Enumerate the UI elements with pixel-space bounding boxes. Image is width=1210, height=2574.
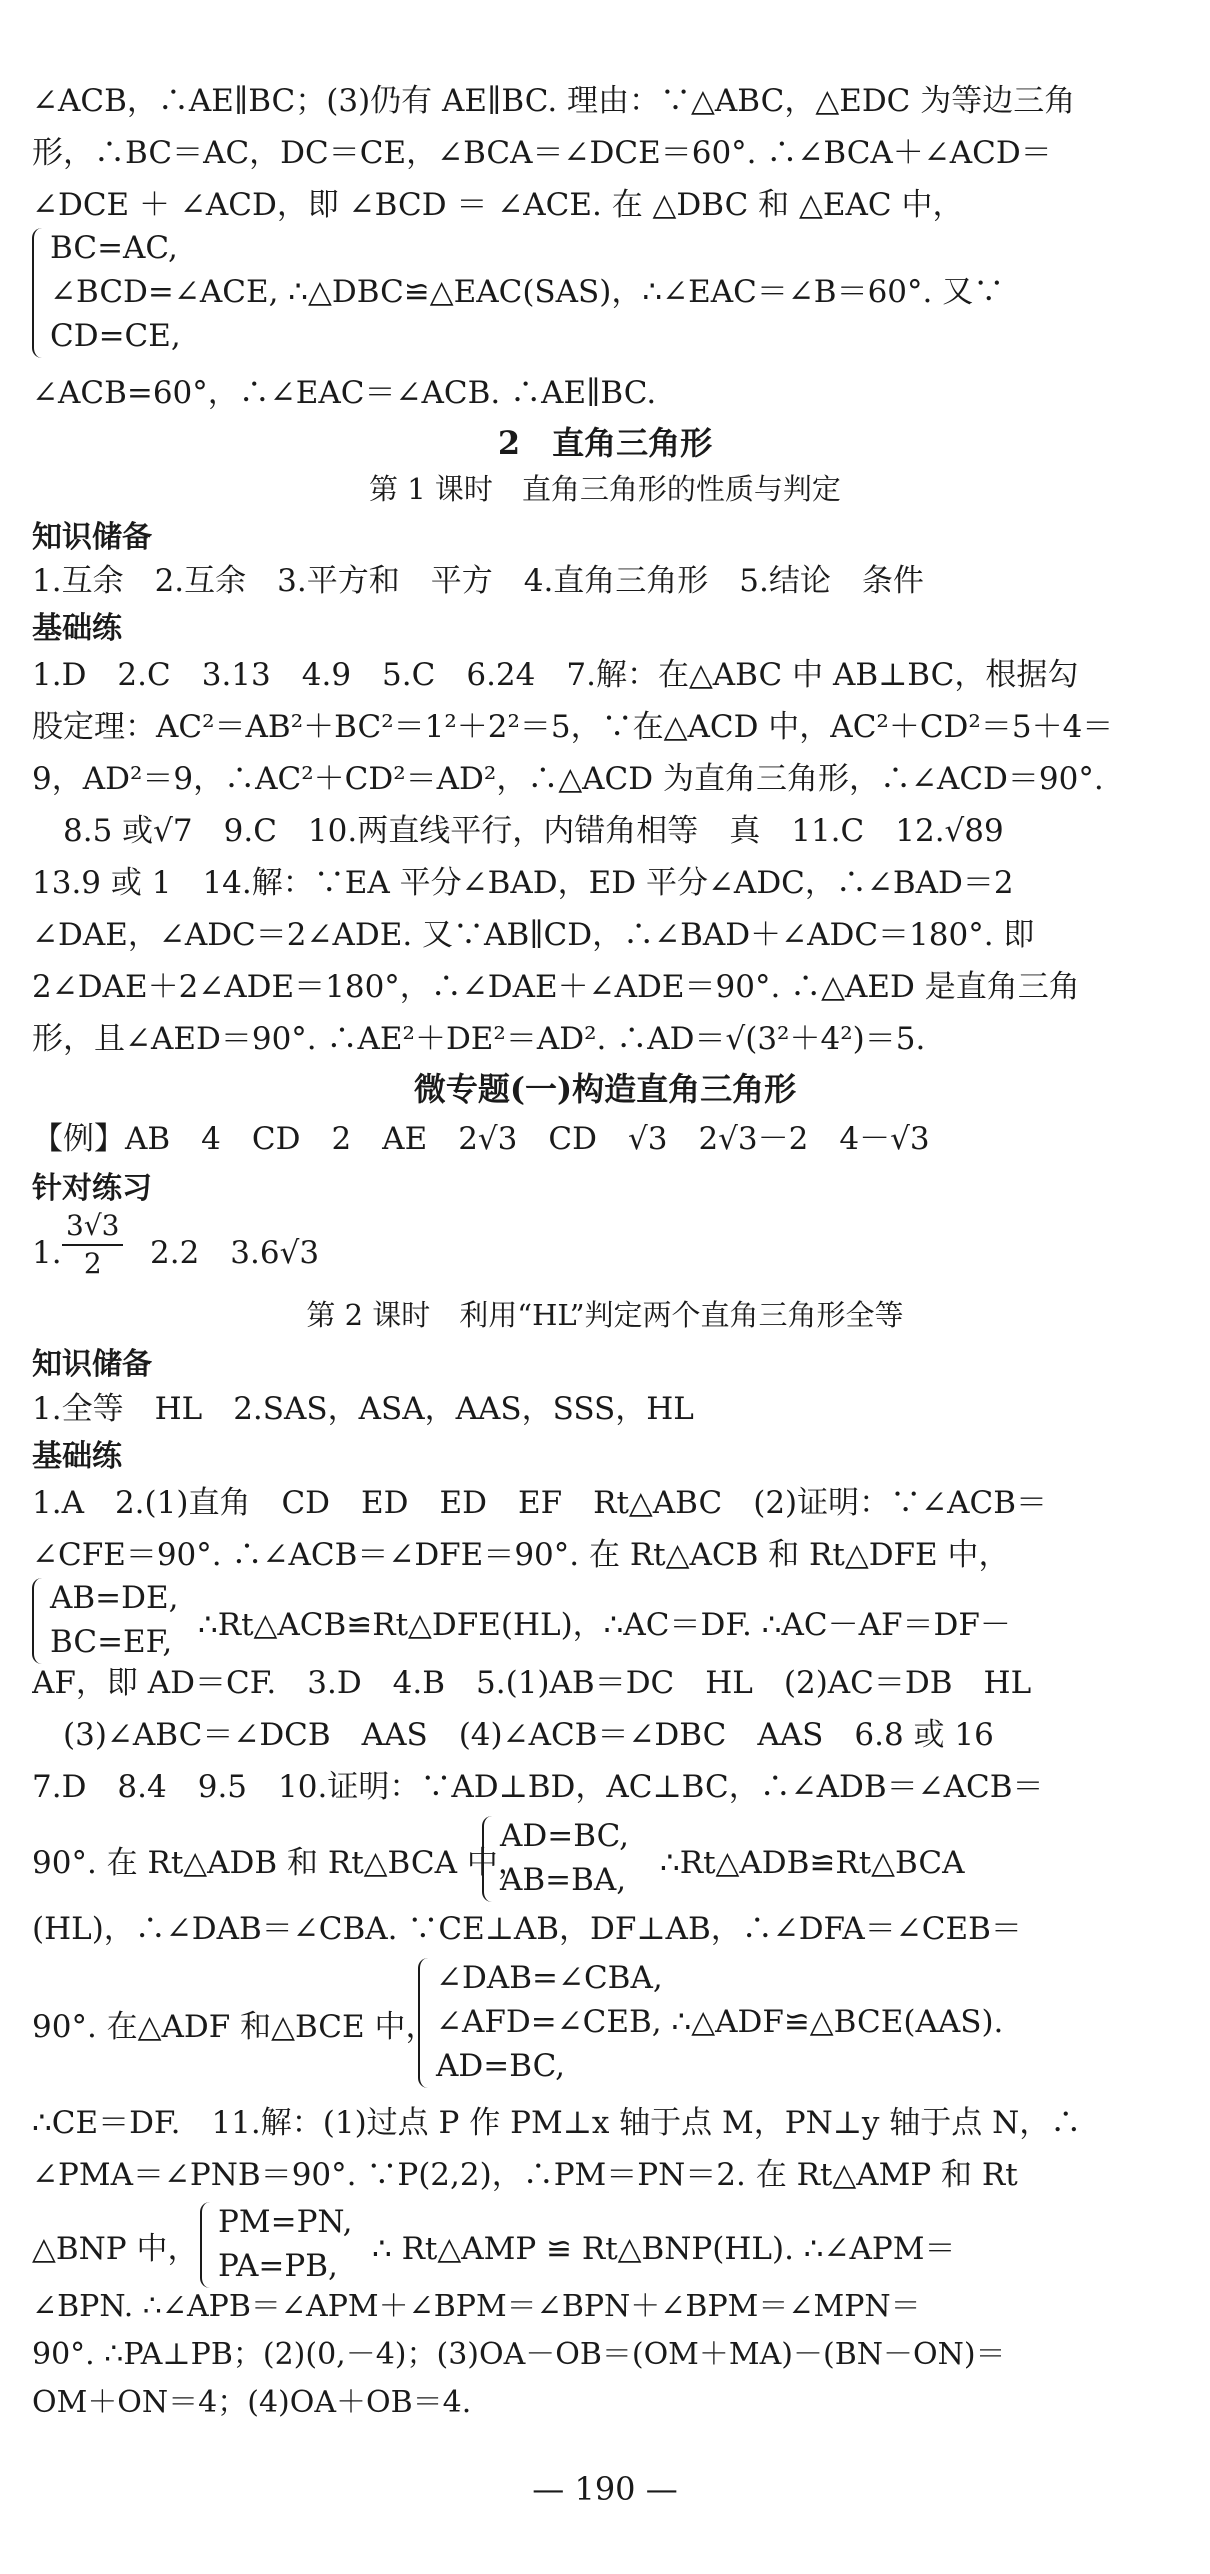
- text-line: 1.全等 HL 2.SAS，ASA，AAS，SSS，HL: [32, 1391, 694, 1427]
- lesson-title: 第 1 课时 直角三角形的性质与判定: [369, 472, 841, 506]
- text-line: ∴ Rt△AMP ≌ Rt△BNP(HL). ∴∠APM＝: [372, 2231, 956, 2267]
- fraction-numerator: 3√3: [62, 1208, 123, 1246]
- section-title: 2 直角三角形: [497, 424, 713, 462]
- text-line: 2.2 3.6√3: [150, 1235, 320, 1271]
- text-line: 1.: [32, 1235, 62, 1271]
- text-line: ∠BPN. ∴∠APB＝∠APM＋∠BPM＝∠BPN＋∠BPM＝∠MPN＝: [32, 2289, 921, 2324]
- text-line: ∴Rt△ACB≌Rt△DFE(HL)，∴AC＝DF. ∴AC－AF＝DF－: [198, 1607, 1011, 1643]
- section-heading: 知识储备: [32, 520, 152, 555]
- brace-line: AD=BC,: [436, 2048, 566, 2084]
- text-line: 7.D 8.4 9.5 10.证明：∵AD⊥BD，AC⊥BC，∴∠ADB＝∠ACB＝: [32, 1769, 1044, 1805]
- brace-line: AD=BC,: [500, 1818, 630, 1854]
- section-heading: 基础练: [32, 1439, 122, 1474]
- brace-mark: [482, 1816, 498, 1902]
- text-line: 90°. 在 Rt△ADB 和 Rt△BCA 中，: [32, 1845, 529, 1881]
- brace-line: PM=PN,: [218, 2204, 353, 2240]
- brace-mark: [32, 228, 48, 358]
- section-heading: 针对练习: [32, 1171, 152, 1206]
- text-line: 13.9 或 1 14.解：∵EA 平分∠BAD，ED 平分∠ADC，∴∠BAD＝2: [32, 865, 1014, 901]
- brace-line: PA=PB,: [218, 2248, 338, 2284]
- fraction-denominator: 2: [83, 1247, 102, 1280]
- text-line: 2∠DAE＋2∠ADE＝180°，∴∠DAE＋∠ADE＝90°. ∴△AED 是直角三角: [32, 969, 1080, 1005]
- text-line: 1.A 2.(1)直角 CD ED ED EF Rt△ABC (2)证明：∵∠ACB＝: [32, 1485, 1048, 1521]
- brace-line: BC=EF,: [50, 1624, 173, 1660]
- fraction: [62, 1208, 123, 1282]
- text-line: 形，且∠AED＝90°. ∴AE²＋DE²＝AD². ∴AD＝√(3²＋4²)＝5.: [32, 1021, 926, 1057]
- section-heading: 知识储备: [32, 1347, 152, 1382]
- brace-line: ∠AFD=∠CEB, ∴△ADF≌△BCE(AAS).: [436, 2004, 1004, 2040]
- text-line: ∠CFE＝90°. ∴∠ACB＝∠DFE＝90°. 在 Rt△ACB 和 Rt△DFE 中，: [32, 1537, 1010, 1573]
- text-line: ∴CE＝DF. 11.解：(1)过点 P 作 PM⊥x 轴于点 M，PN⊥y 轴于点 N，∴: [32, 2105, 1082, 2141]
- text-line: (3)∠ABC＝∠DCB AAS (4)∠ACB＝∠DBC AAS 6.8 或 16: [32, 1717, 994, 1753]
- section-heading: 基础练: [32, 611, 122, 646]
- brace-line: ∠BCD=∠ACE, ∴△DBC≌△EAC(SAS)，∴∠EAC＝∠B＝60°. 又∵: [50, 274, 1005, 310]
- text-line: 90°. ∴PA⊥PB；(2)(0,－4)；(3)OA－OB＝(OM＋MA)－(BN－ON)＝: [32, 2337, 1006, 2372]
- text-line: 8.5 或√7 9.C 10.两直线平行，内错角相等 真 11.C 12.√89: [32, 813, 1004, 849]
- text-line: (HL)，∴∠DAB＝∠CBA. ∵CE⊥AB，DF⊥AB，∴∠DFA＝∠CEB＝: [32, 1911, 1022, 1947]
- brace-line: CD=CE,: [50, 318, 181, 354]
- lesson-title: 第 2 课时 利用“HL”判定两个直角三角形全等: [306, 1298, 904, 1332]
- text-line: AF，即 AD＝CF. 3.D 4.B 5.(1)AB＝DC HL (2)AC＝DB HL: [32, 1665, 1032, 1701]
- text-line: ∠PMA＝∠PNB＝90°. ∵P(2,2)，∴PM＝PN＝2. 在 Rt△AMP 和 Rt: [32, 2157, 1018, 2193]
- text-line: ∠DCE ＋ ∠ACD，即 ∠BCD ＝ ∠ACE. 在 △DBC 和 △EAC 中，: [32, 187, 964, 223]
- brace-mark: [200, 2202, 216, 2288]
- brace-line: ∠DAB=∠CBA,: [436, 1960, 663, 1996]
- brace-mark: [418, 1958, 434, 2088]
- brace-line: BC=AC,: [50, 230, 178, 266]
- brace-line: AB=BA,: [500, 1862, 627, 1898]
- text-line: 【例】AB 4 CD 2 AE 2√3 CD √3 2√3－2 4－√3: [32, 1121, 930, 1157]
- page-number: — 190 —: [532, 2470, 678, 2508]
- text-line: 股定理：AC²＝AB²＋BC²＝1²＋2²＝5，∵在△ACD 中，AC²＋CD²＝5＋4＝: [32, 709, 1114, 745]
- text-line: 形，∴BC＝AC，DC＝CE，∠BCA＝∠DCE＝60°. ∴∠BCA＋∠ACD＝: [32, 135, 1052, 171]
- micro-topic-title: 微专题(一)构造直角三角形: [413, 1070, 797, 1108]
- text-line: 90°. 在△ADF 和△BCE 中，: [32, 2009, 437, 2045]
- text-line: 1.互余 2.互余 3.平方和 平方 4.直角三角形 5.结论 条件: [32, 563, 924, 599]
- brace-mark: [32, 1578, 48, 1664]
- text-line: ∠DAE，∠ADC＝2∠ADE. 又∵AB∥CD，∴∠BAD＋∠ADC＝180°. 即: [32, 917, 1035, 953]
- brace-line: AB=DE,: [50, 1580, 179, 1616]
- text-line: ∴Rt△ADB≌Rt△BCA: [660, 1845, 965, 1881]
- text-line: ∠ACB，∴AE∥BC；(3)仍有 AE∥BC. 理由：∵△ABC，△EDC 为等边三角: [32, 83, 1076, 119]
- text-line: 9，AD²＝9，∴AC²＋CD²＝AD²，∴△ACD 为直角三角形，∴∠ACD＝90°.: [32, 761, 1104, 797]
- text-line: △BNP 中，: [32, 2231, 199, 2267]
- text-line: 1.D 2.C 3.13 4.9 5.C 6.24 7.解：在△ABC 中 AB⊥BC，根据勾: [32, 657, 1079, 693]
- text-line: OM＋ON＝4；(4)OA＋OB＝4.: [32, 2385, 472, 2420]
- text-line: ∠ACB=60°，∴∠EAC＝∠ACB. ∴AE∥BC.: [32, 375, 657, 411]
